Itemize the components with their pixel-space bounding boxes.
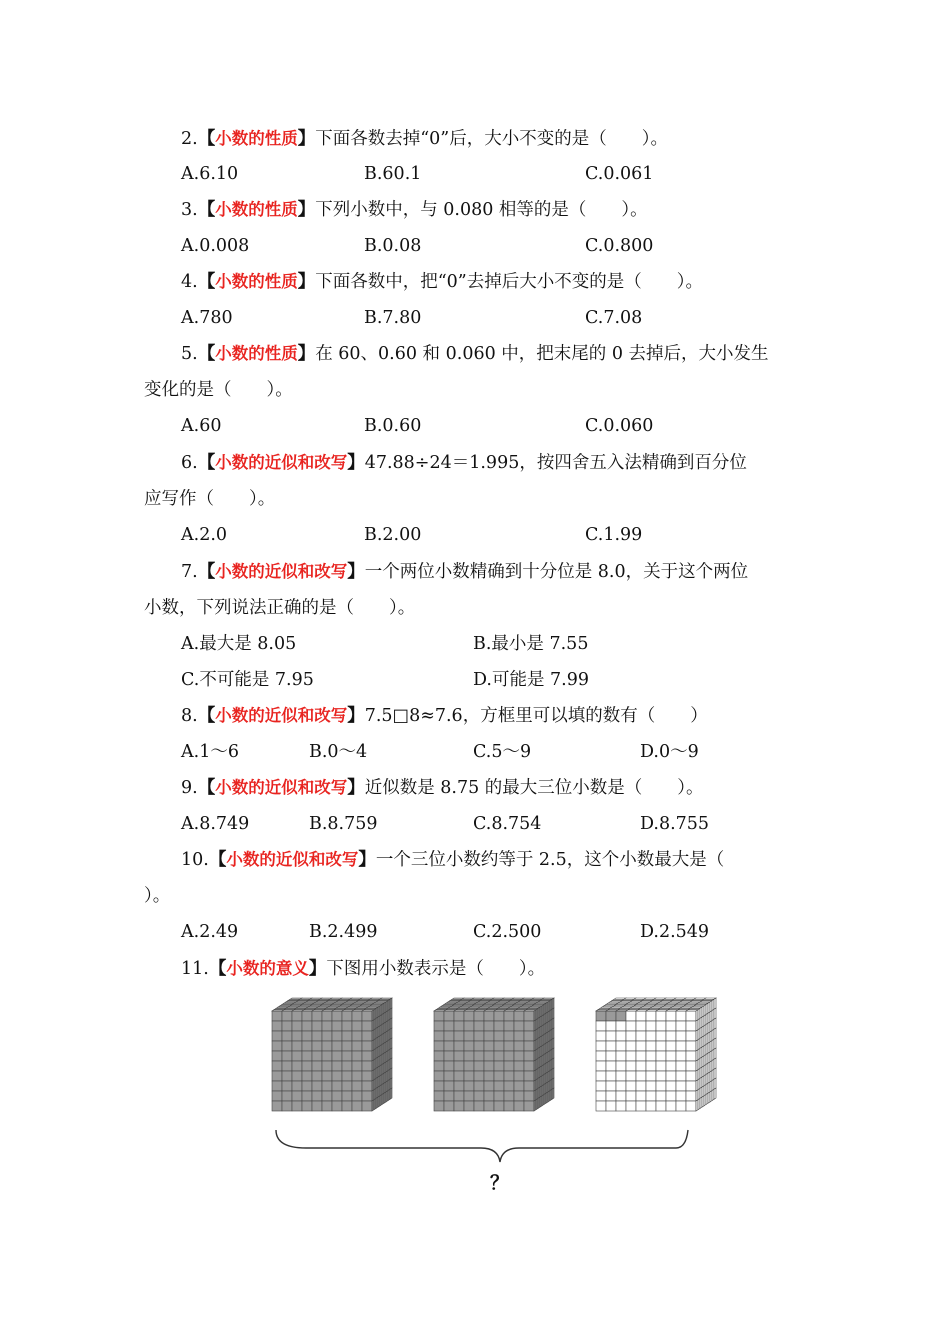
question-9-stem: 9.【小数的近似和改写】近似数是 8.75 的最大三位小数是（ ）。	[181, 778, 704, 798]
topic-tag: 小数的性质	[215, 272, 298, 291]
option-d[interactable]: D.0～9	[640, 742, 699, 762]
topic-tag: 小数的性质	[215, 344, 298, 363]
option-d[interactable]: D.8.755	[640, 814, 710, 834]
option-b[interactable]: B.8.759	[309, 814, 378, 834]
question-7-continuation: 小数，下列说法正确的是（ ）。	[144, 598, 416, 618]
option-d[interactable]: D.可能是 7.99	[473, 670, 589, 690]
option-a[interactable]: A.8.749	[181, 814, 250, 834]
cube-2	[434, 998, 554, 1111]
option-c[interactable]: C.0.060	[585, 416, 654, 436]
question-5-continuation: 变化的是（ ）。	[144, 380, 293, 400]
option-a[interactable]: A.780	[181, 308, 233, 328]
option-a[interactable]: A.0.008	[181, 236, 250, 256]
topic-tag: 小数的性质	[215, 129, 298, 148]
option-a[interactable]: A.最大是 8.05	[181, 634, 297, 654]
brace	[276, 1130, 688, 1162]
question-6-continuation: 应写作（ ）。	[144, 489, 276, 509]
option-b[interactable]: B.0～4	[309, 742, 368, 762]
option-b[interactable]: B.60.1	[364, 164, 422, 184]
option-a[interactable]: A.2.49	[181, 922, 239, 942]
question-11-stem: 11.【小数的意义】下图用小数表示是（ ）。	[181, 959, 546, 979]
option-a[interactable]: A.60	[181, 416, 222, 436]
option-c[interactable]: C.0.800	[585, 236, 654, 256]
question-7-stem: 7.【小数的近似和改写】一个两位小数精确到十分位是 8.0，关于这个两位	[181, 562, 749, 582]
option-b[interactable]: B.2.499	[309, 922, 378, 942]
option-b[interactable]: B.0.60	[364, 416, 422, 436]
option-b[interactable]: B.0.08	[364, 236, 422, 256]
topic-tag: 小数的近似和改写	[215, 778, 348, 797]
option-a[interactable]: A.6.10	[181, 164, 239, 184]
option-a[interactable]: A.2.0	[181, 525, 228, 545]
option-c[interactable]: C.2.500	[473, 922, 542, 942]
option-b[interactable]: B.最小是 7.55	[473, 634, 589, 654]
question-2-stem: 2.【小数的性质】下面各数去掉“0”后，大小不变的是（ ）。	[181, 129, 668, 149]
option-b[interactable]: B.7.80	[364, 308, 422, 328]
option-a[interactable]: A.1～6	[181, 742, 239, 762]
cube-3	[596, 998, 716, 1111]
option-c[interactable]: C.1.99	[585, 525, 643, 545]
question-6-stem: 6.【小数的近似和改写】47.88÷24＝1.995，按四舍五入法精确到百分位	[181, 453, 747, 473]
question-8-stem: 8.【小数的近似和改写】7.5□8≈7.6，方框里可以填的数有（ ）	[181, 706, 708, 726]
cube-1	[272, 998, 392, 1111]
topic-tag: 小数的近似和改写	[215, 453, 348, 472]
option-c[interactable]: C.8.754	[473, 814, 542, 834]
option-c[interactable]: C.0.061	[585, 164, 654, 184]
option-c[interactable]: C.不可能是 7.95	[181, 670, 314, 690]
topic-tag: 小数的近似和改写	[226, 850, 359, 869]
topic-tag: 小数的意义	[226, 959, 309, 978]
question-4-stem: 4.【小数的性质】下面各数中，把“0”去掉后大小不变的是（ ）。	[181, 272, 703, 292]
question-5-stem: 5.【小数的性质】在 60、0.60 和 0.060 中，把末尾的 0 去掉后，大小发生	[181, 344, 769, 364]
topic-tag: 小数的性质	[215, 200, 298, 219]
topic-tag: 小数的近似和改写	[215, 706, 348, 725]
topic-tag: 小数的近似和改写	[215, 562, 348, 581]
question-mark: ？	[490, 1172, 510, 1194]
decimal-cubes-figure	[266, 990, 736, 1165]
question-10-stem: 10.【小数的近似和改写】一个三位小数约等于 2.5，这个小数最大是（	[181, 850, 725, 870]
question-3-stem: 3.【小数的性质】下列小数中，与 0.080 相等的是（ ）。	[181, 200, 648, 220]
option-c[interactable]: C.7.08	[585, 308, 643, 328]
question-10-continuation: ）。	[144, 886, 171, 906]
option-b[interactable]: B.2.00	[364, 525, 422, 545]
question-text: 下面各数去掉“0”后，大小不变的是（ ）。	[315, 129, 668, 149]
option-c[interactable]: C.5～9	[473, 742, 532, 762]
option-d[interactable]: D.2.549	[640, 922, 710, 942]
question-number: 2.	[181, 129, 198, 149]
